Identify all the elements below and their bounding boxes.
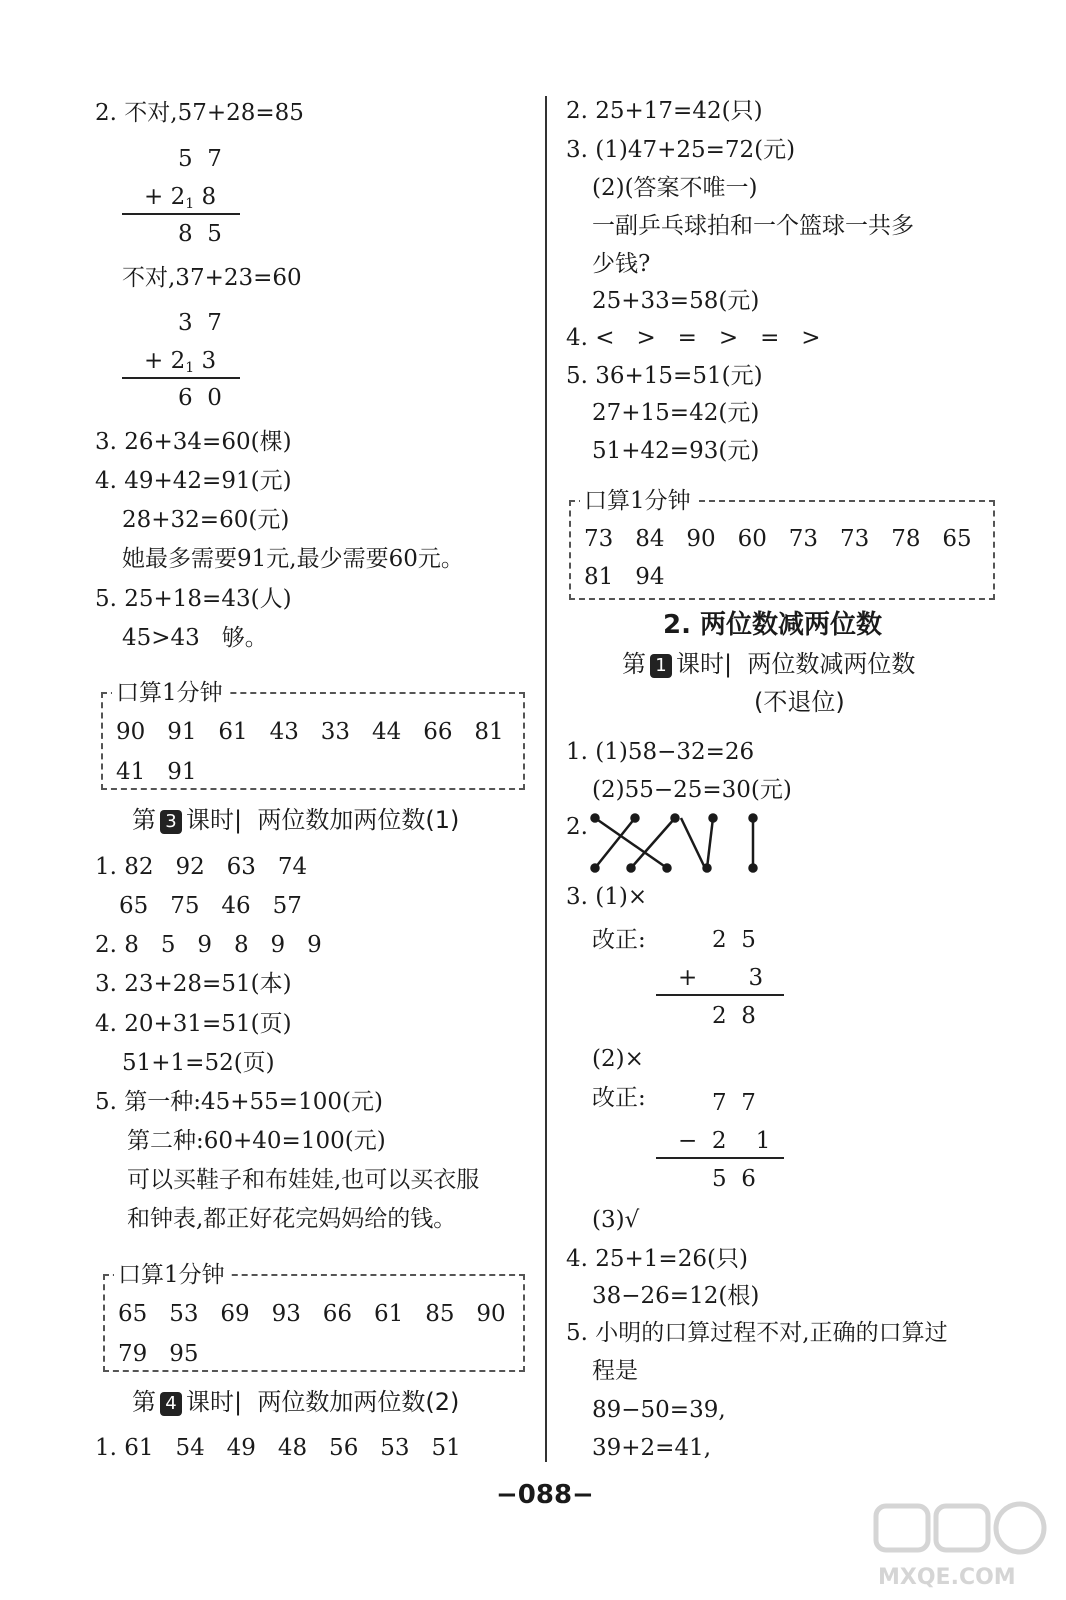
- match-line: [595, 818, 667, 868]
- r-q5-line1: 5. 36+15=51(元): [566, 363, 763, 389]
- r-q3-line1: 3. (1)47+25=72(元): [566, 137, 796, 163]
- section-title: 2. 两位数减两位数: [663, 610, 883, 640]
- l3-q4-line2: 51+1=52(页): [122, 1050, 275, 1076]
- column-divider: [545, 96, 547, 1462]
- s-q4-line2: 38−26=12(根): [592, 1283, 760, 1309]
- s-q2-label: 2.: [566, 814, 588, 840]
- q4-line2: 28+32=60(元): [122, 507, 290, 533]
- s-q5-line3: 89−50=39,: [592, 1397, 726, 1423]
- q5-line1: 5. 25+18=43(人): [95, 586, 292, 612]
- l3-q5-line2: 第二种:60+40=100(元): [127, 1128, 386, 1154]
- lesson-number-badge: 1: [650, 654, 672, 678]
- mental-math-box-2-row1: 65 53 69 93 66 61 85 90: [118, 1301, 506, 1327]
- vertical-calc-3-top: 2 5: [712, 927, 756, 953]
- vertical-calc-4-top: 7 7: [712, 1090, 756, 1116]
- s-fix1-label: 改正:: [592, 927, 646, 953]
- vertical-calc-3-result: 2 8: [712, 1003, 756, 1029]
- mental-math-box-2-title: 口算1分钟: [114, 1264, 229, 1287]
- mental-math-box-3-title: 口算1分钟: [580, 490, 695, 513]
- lesson-number-badge: 4: [160, 1392, 182, 1416]
- carry-mark: 1: [185, 196, 195, 212]
- match-line: [707, 818, 713, 868]
- r-q3-line2: (2)(答案不唯一): [592, 175, 758, 201]
- s-q5-line2: 程是: [592, 1358, 638, 1384]
- mental-math-box-3-row2: 81 94: [584, 564, 665, 590]
- vertical-calc-4-mid: − 2 1: [678, 1128, 771, 1154]
- vertical-calc-4-rule: [656, 1157, 784, 1159]
- vertical-calc-2-top: 3 7: [178, 310, 222, 336]
- vertical-calc-1-rule: [122, 213, 240, 215]
- r-q3-line4: 少钱?: [592, 251, 651, 277]
- lesson-4-heading: 第 4 课时| 两位数加两位数(2): [132, 1388, 460, 1416]
- lesson-1-subheading: (不退位): [754, 688, 845, 716]
- vertical-calc-1-result: 8 5: [178, 221, 222, 247]
- s-q3-line2: (2)×: [592, 1046, 644, 1072]
- s-q3-line3: (3)√: [592, 1207, 640, 1233]
- lesson-3-heading: 第 3 课时| 两位数加两位数(1): [132, 806, 460, 834]
- matching-lines-diagram: [585, 808, 775, 878]
- svg-text:MXQE.COM: MXQE.COM: [878, 1565, 1016, 1590]
- q5-line2: 45>43 够。: [122, 625, 268, 651]
- s-q1-line1: 1. (1)58−32=26: [566, 739, 755, 765]
- match-dot: [592, 865, 599, 872]
- match-line: [631, 818, 675, 868]
- vertical-calc-1-mid: + $2_1$ 8: [144, 184, 217, 212]
- s-fix2-label: 改正:: [592, 1085, 646, 1111]
- r-q3-line5: 25+33=58(元): [592, 288, 760, 314]
- l3-q5-line3: 可以买鞋子和布娃娃,也可以买衣服: [127, 1167, 480, 1193]
- q2-line1: 2. 不对,57+28=85: [95, 100, 304, 126]
- vertical-calc-4-result: 5 6: [712, 1166, 756, 1192]
- q2-line2: 不对,37+23=60: [122, 265, 302, 291]
- vertical-calc-2-rule: [122, 377, 240, 379]
- r-q5-line3: 51+42=93(元): [592, 438, 760, 464]
- l3-q2: 2. 8 5 9 8 9 9: [95, 932, 322, 958]
- vertical-calc-1-top: 5 7: [178, 146, 222, 172]
- vertical-calc-2-result: 6 0: [178, 385, 222, 411]
- mental-math-box-2-row2: 79 95: [118, 1341, 199, 1367]
- mental-math-box-1-row1: 90 91 61 43 33 44 66 81: [116, 719, 504, 745]
- r-q3-line3: 一副乒乓球拍和一个篮球一共多: [592, 213, 914, 239]
- s-q5-line4: 39+2=41,: [592, 1435, 712, 1461]
- q4-line3: 她最多需要91元,最少需要60元。: [122, 546, 464, 572]
- vertical-calc-2-mid: + $2_1$ 3: [144, 348, 217, 376]
- l3-q4-line1: 4. 20+31=51(页): [95, 1011, 292, 1037]
- l4-q1: 1. 61 54 49 48 56 53 51: [95, 1435, 461, 1461]
- l3-q5-line4: 和钟表,都正好花完妈妈给的钱。: [127, 1206, 457, 1232]
- q3: 3. 26+34=60(棵): [95, 429, 292, 455]
- mental-math-box-1-title: 口算1分钟: [112, 682, 227, 705]
- carry-mark: 1: [185, 360, 195, 376]
- match-dot: [632, 815, 639, 822]
- match-dot: [710, 815, 717, 822]
- mental-math-box-3-row1: 73 84 90 60 73 73 78 65: [584, 526, 972, 552]
- s-q5-line1: 5. 小明的口算过程不对,正确的口算过: [566, 1320, 948, 1346]
- s-q3-line1: 3. (1)×: [566, 884, 648, 910]
- l3-q5-line1: 5. 第一种:45+55=100(元): [95, 1089, 383, 1115]
- r-q2: 2. 25+17=42(只): [566, 98, 763, 124]
- s-q4-line1: 4. 25+1=26(只): [566, 1246, 748, 1272]
- match-dot: [750, 865, 757, 872]
- r-q4: 4. < > = > = >: [566, 325, 821, 351]
- r-q5-line2: 27+15=42(元): [592, 400, 760, 426]
- match-dot: [672, 815, 679, 822]
- page-number: −088−: [496, 1480, 594, 1510]
- match-dot: [750, 815, 757, 822]
- watermark-logo: [872, 1500, 1052, 1590]
- l3-q1-line2: 65 75 46 57: [119, 893, 302, 919]
- l3-q3: 3. 23+28=51(本): [95, 971, 292, 997]
- q4-line1: 4. 49+42=91(元): [95, 468, 292, 494]
- match-dot: [592, 815, 599, 822]
- match-dot: [628, 865, 635, 872]
- lesson-1-heading: 第 1 课时| 两位数减两位数: [622, 650, 916, 678]
- s-q1-line2: (2)55−25=30(元): [592, 777, 792, 803]
- mental-math-box-1-row2: 41 91: [116, 759, 197, 785]
- vertical-calc-3-rule: [656, 994, 784, 996]
- lesson-number-badge: 3: [160, 810, 182, 834]
- vertical-calc-3-mid: + 3: [678, 965, 764, 991]
- l3-q1-line1: 1. 82 92 63 74: [95, 854, 308, 880]
- match-dot: [664, 865, 671, 872]
